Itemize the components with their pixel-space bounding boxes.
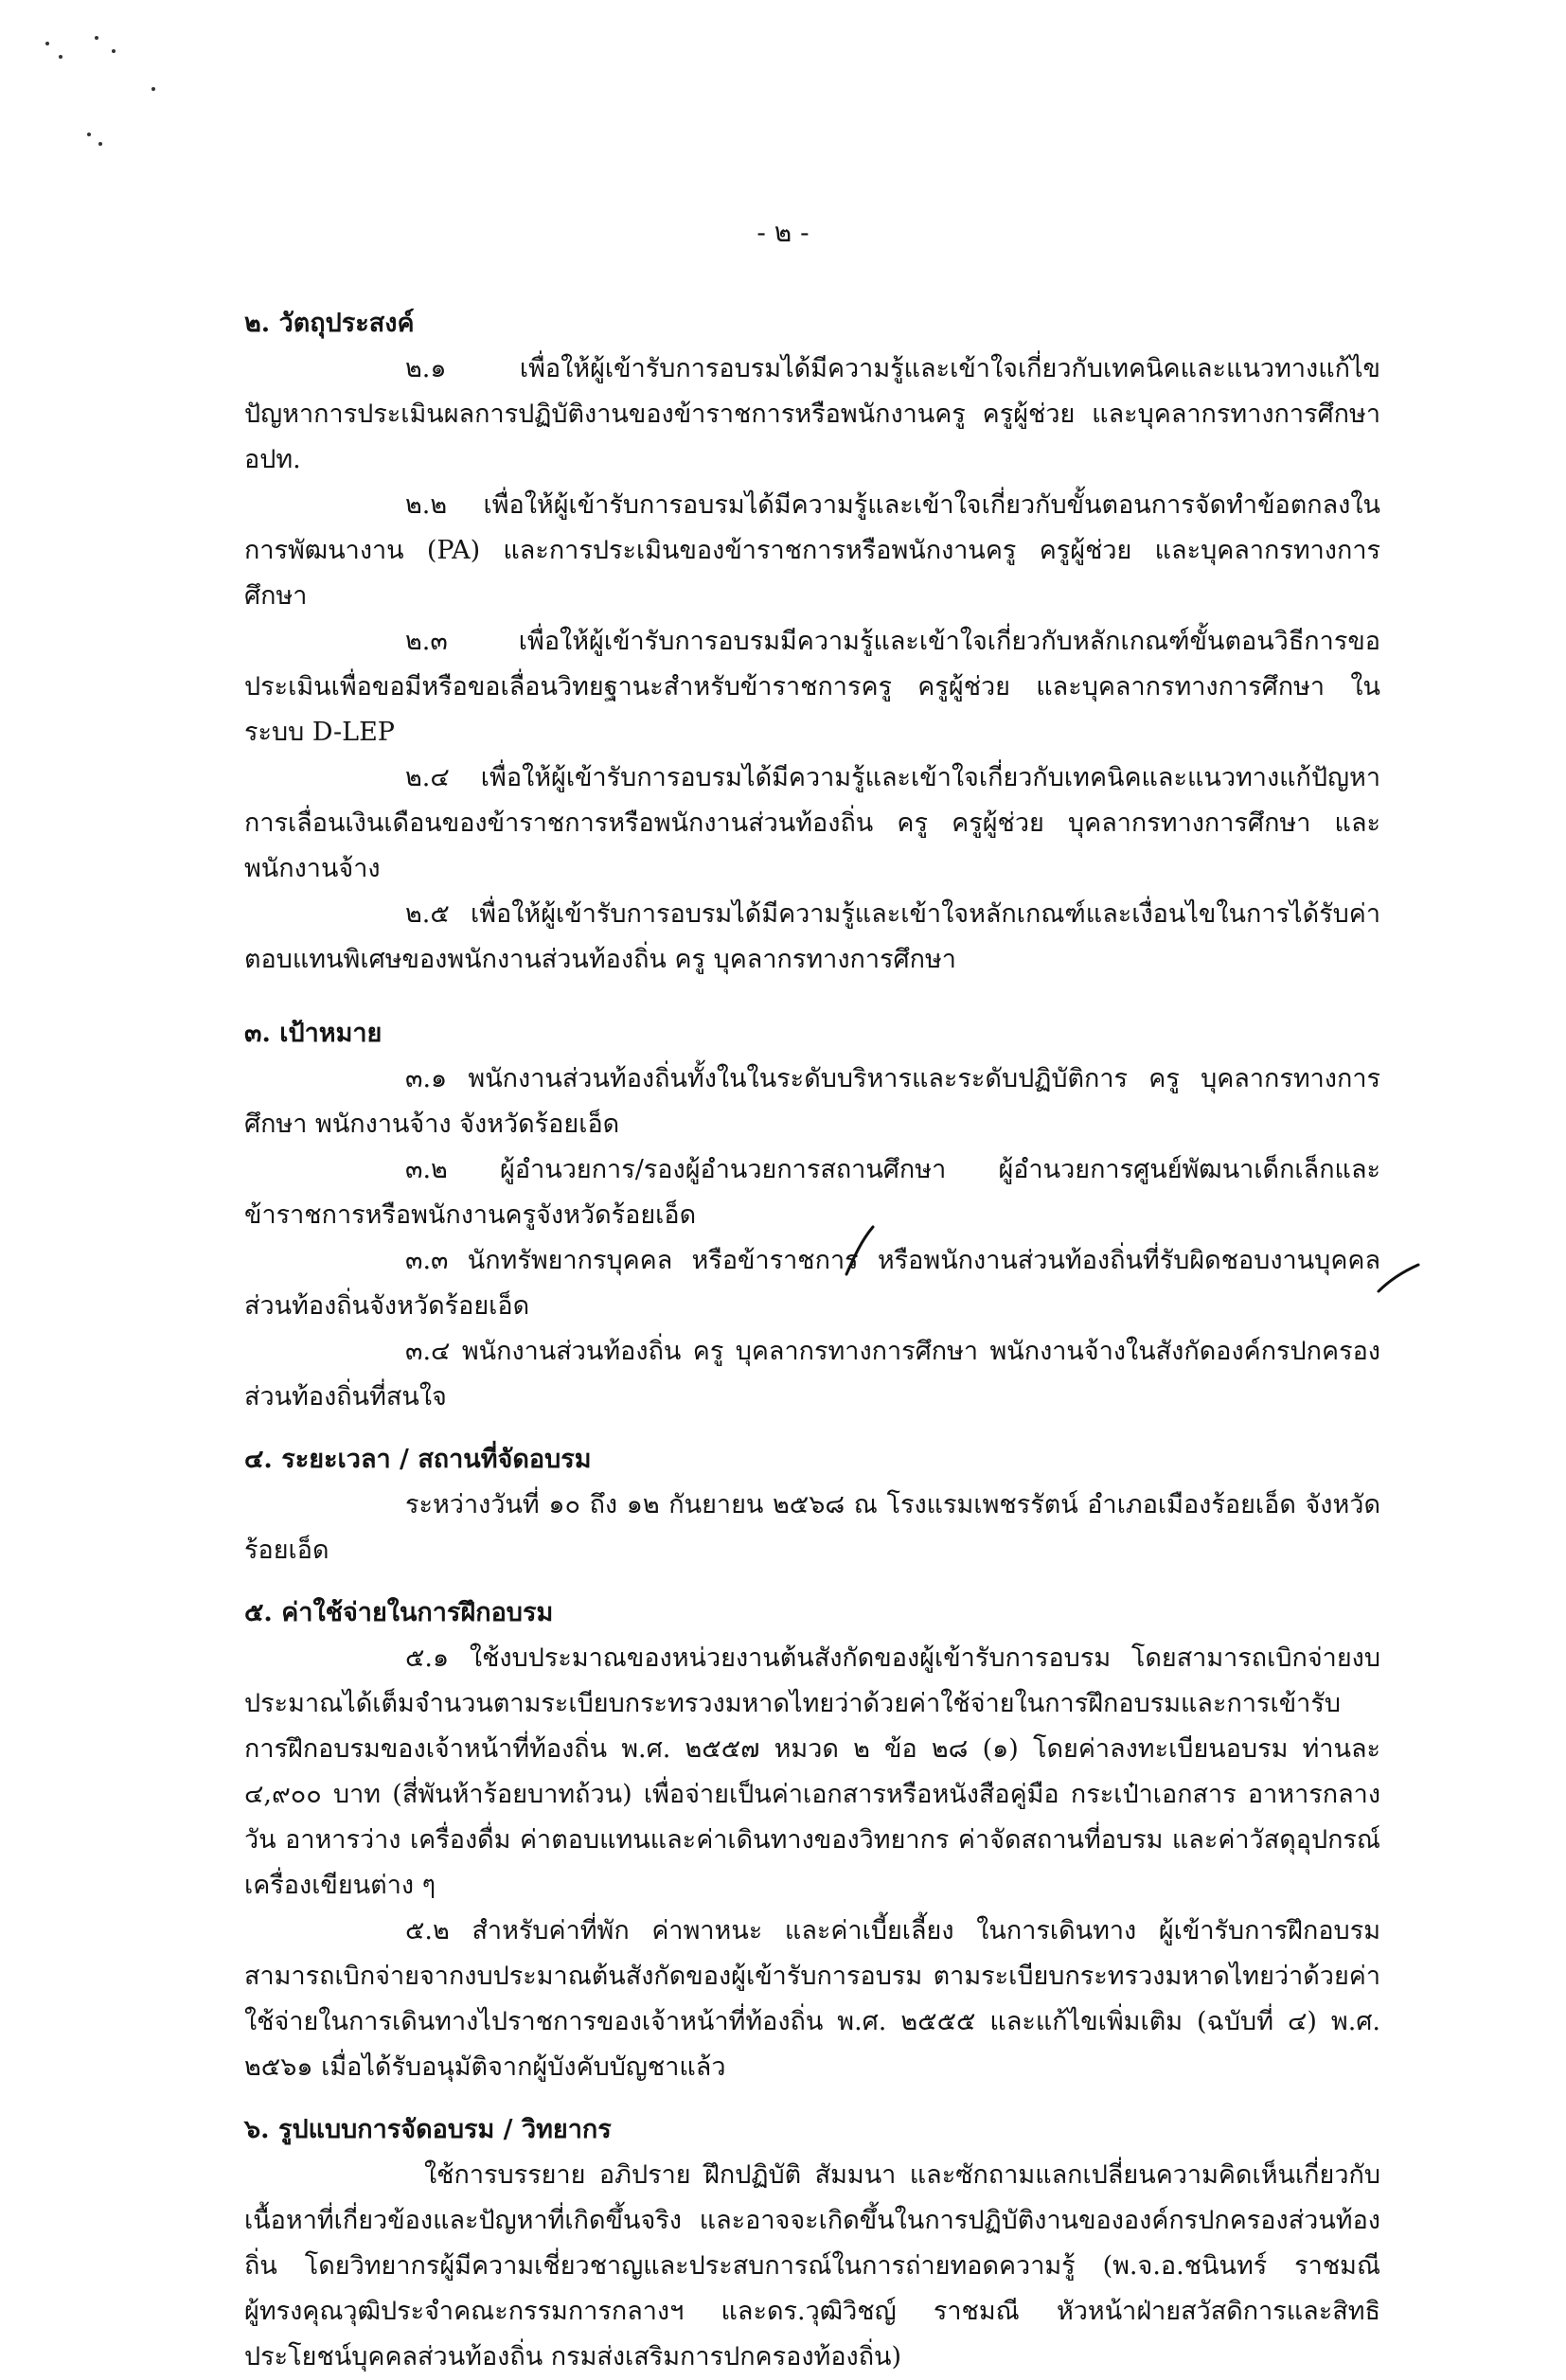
section-targets [244, 1011, 1380, 1420]
paragraph: ระหว่างวันที่ ๑๐ ถึง ๑๒ กันยายน ๒๕๖๘ ณ โรงแรมเพชรรัตน์ อำเภอเมืองร้อยเอ็ด จังหวัดร้อยเอ็ด [244, 1490, 1380, 1565]
section-heading: ๔. ระยะเวลา / สถานที่จัดอบรม [244, 1445, 592, 1474]
document-body [244, 301, 1380, 2380]
paragraph: ๓.๑ พนักงานส่วนท้องถิ่นทั้งในในระดับบริหารและระดับปฏิบัติการ ครู บุคลากรทางการศึกษา พนักงานจ้าง จังหวัดร้อยเอ็ด [244, 1064, 1380, 1139]
paragraph: ๒.๑ เพื่อให้ผู้เข้ารับการอบรมได้มีความรู้และเข้าใจเกี่ยวกับเทคนิคและแนวทางแก้ไขปัญหาการประเมินผลการปฏิบัติงานของข้าราชการหรือพนักงานครู ครูผู้ช่วย และบุคลากรทางการศึกษา อปท. [244, 354, 1380, 474]
paragraph: ๕.๑ ใช้งบประมาณของหน่วยงานต้นสังกัดของผู้เข้ารับการอบรม โดยสามารถเบิกจ่ายงบประมาณได้เต็มจำนวนตามระเบียบกระทรวงมหาดไทยว่าด้วยค่าใช้จ่ายในการฝึกอบรมและการเข้ารับการฝึกอบรมของเจ้าหน้าที่ท้องถิ่น พ.ศ. ๒๕๕๗ หมวด ๒ ข้อ ๒๘ (๑) โดยค่าลงทะเบียนอบรม ท่านละ ๔,๙๐๐ บาท (สี่พันห้าร้อยบาทถ้วน) เพื่อจ่ายเป็นค่าเอกสารหรือหนังสือคู่มือ กระเป๋าเอกสาร อาหารกลางวัน อาหารว่าง เครื่องดื่ม ค่าตอบแทนและค่าเดินทางของวิทยากร ค่าจัดสถานที่อบรม และค่าวัสดุอุปกรณ์เครื่องเขียนต่าง ๆ [244, 1643, 1380, 1900]
scan-speck [59, 55, 62, 59]
section-expenses [244, 1590, 1380, 2090]
scan-speck [112, 49, 116, 53]
paragraph: ๒.๓ เพื่อให้ผู้เข้ารับการอบรมมีความรู้และเข้าใจเกี่ยวกับหลักเกณฑ์ขั้นตอนวิธีการขอประเมินเพื่อขอมีหรือขอเลื่อนวิทยฐานะสำหรับข้าราชการครู ครูผู้ช่วย และบุคลากรทางการศึกษา ในระบบ D-LEP [244, 627, 1380, 747]
scan-speck [45, 42, 49, 45]
section-heading: ๓. เป้าหมาย [244, 1019, 383, 1048]
pen-mark-icon [841, 1223, 879, 1280]
paragraph: ๓.๔ พนักงานส่วนท้องถิ่น ครู บุคลากรทางการศึกษา พนักงานจ้างในสังกัดองค์กรปกครองส่วนท้องถิ่นที่สนใจ [244, 1337, 1380, 1412]
scan-speck [95, 36, 98, 40]
paragraph: ๒.๔ เพื่อให้ผู้เข้ารับการอบรมได้มีความรู้และเข้าใจเกี่ยวกับเทคนิคและแนวทางแก้ปัญหาการเลื่อนเงินเดือนของข้าราชการหรือพนักงานส่วนท้องถิ่น ครู ครูผู้ช่วย บุคลากรทางการศึกษา และพนักงานจ้าง [244, 763, 1380, 883]
scan-speck [87, 133, 91, 136]
scan-speck [151, 87, 155, 91]
paragraph: ใช้การบรรยาย อภิปราย ฝึกปฏิบัติ สัมมนา และซักถามแลกเปลี่ยนความคิดเห็นเกี่ยวกับเนื้อหาที่เกี่ยวข้องและปัญหาที่เกิดขึ้นจริง และอาจจะเกิดขึ้นในการปฏิบัติงานขององค์กรปกครองส่วนท้องถิ่น โดยวิทยากรผู้มีความเชี่ยวชาญและประสบการณ์ในการถ่ายทอดความรู้ (พ.จ.อ.ชนินทร์ ราชมณี ผู้ทรงคุณวุฒิประจำคณะกรรมการกลางฯ และดร.วุฒิวิชญ์ ราชมณี หัวหน้าฝ่ายสวัสดิการและสิทธิประโยชน์บุคคลส่วนท้องถิ่น กรมส่งเสริมการปกครองท้องถิ่น) [244, 2160, 1380, 2371]
paragraph: ๕.๒ สำหรับค่าที่พัก ค่าพาหนะ และค่าเบี้ยเลี้ยง ในการเดินทาง ผู้เข้ารับการฝึกอบรมสามารถเบิกจ่ายจากงบประมาณต้นสังกัดของผู้เข้ารับการอบรม ตามระเบียบกระทรวงมหาดไทยว่าด้วยค่าใช้จ่ายในการเดินทางไปราชการของเจ้าหน้าที่ท้องถิ่น พ.ศ. ๒๕๕๕ และแก้ไขเพิ่มเติม (ฉบับที่ ๔) พ.ศ. ๒๕๖๑ เมื่อได้รับอนุมัติจากผู้บังคับบัญชาแล้ว [244, 1916, 1380, 2082]
pen-mark-icon [1375, 1259, 1422, 1297]
paragraph: ๓.๓ นักทรัพยากรบุคคล หรือข้าราชการ หรือพนักงานส่วนท้องถิ่นที่รับผิดชอบงานบุคคลส่วนท้องถิ่นจังหวัดร้อยเอ็ด [244, 1246, 1380, 1321]
paragraph: ๓.๒ ผู้อำนวยการ/รองผู้อำนวยการสถานศึกษา ผู้อำนวยการศูนย์พัฒนาเด็กเล็กและข้าราชการหรือพนักงานครูจังหวัดร้อยเอ็ด [244, 1155, 1380, 1230]
section-schedule-venue [244, 1437, 1380, 1573]
paragraph: ๒.๕ เพื่อให้ผู้เข้ารับการอบรมได้มีความรู้และเข้าใจหลักเกณฑ์และเงื่อนไขในการได้รับค่าตอบแทนพิเศษของพนักงานส่วนท้องถิ่น ครู บุคลากรทางการศึกษา [244, 899, 1380, 974]
section-format-speakers [244, 2107, 1380, 2380]
section-heading: ๕. ค่าใช้จ่ายในการฝึกอบรม [244, 1598, 554, 1627]
paragraph: ๒.๒ เพื่อให้ผู้เข้ารับการอบรมได้มีความรู้และเข้าใจเกี่ยวกับขั้นตอนการจัดทำข้อตกลงในการพัฒนางาน (PA) และการประเมินของข้าราชการหรือพนักงานครู ครูผู้ช่วย และบุคลากรทางการศึกษา [244, 490, 1380, 611]
section-objectives [244, 301, 1380, 983]
section-heading: ๖. รูปแบบการจัดอบรม / วิทยากร [244, 2115, 612, 2144]
section-heading: ๒. วัตถุประสงค์ [244, 309, 415, 338]
page-number: - ๒ - [756, 217, 810, 248]
scan-speck [98, 142, 102, 146]
